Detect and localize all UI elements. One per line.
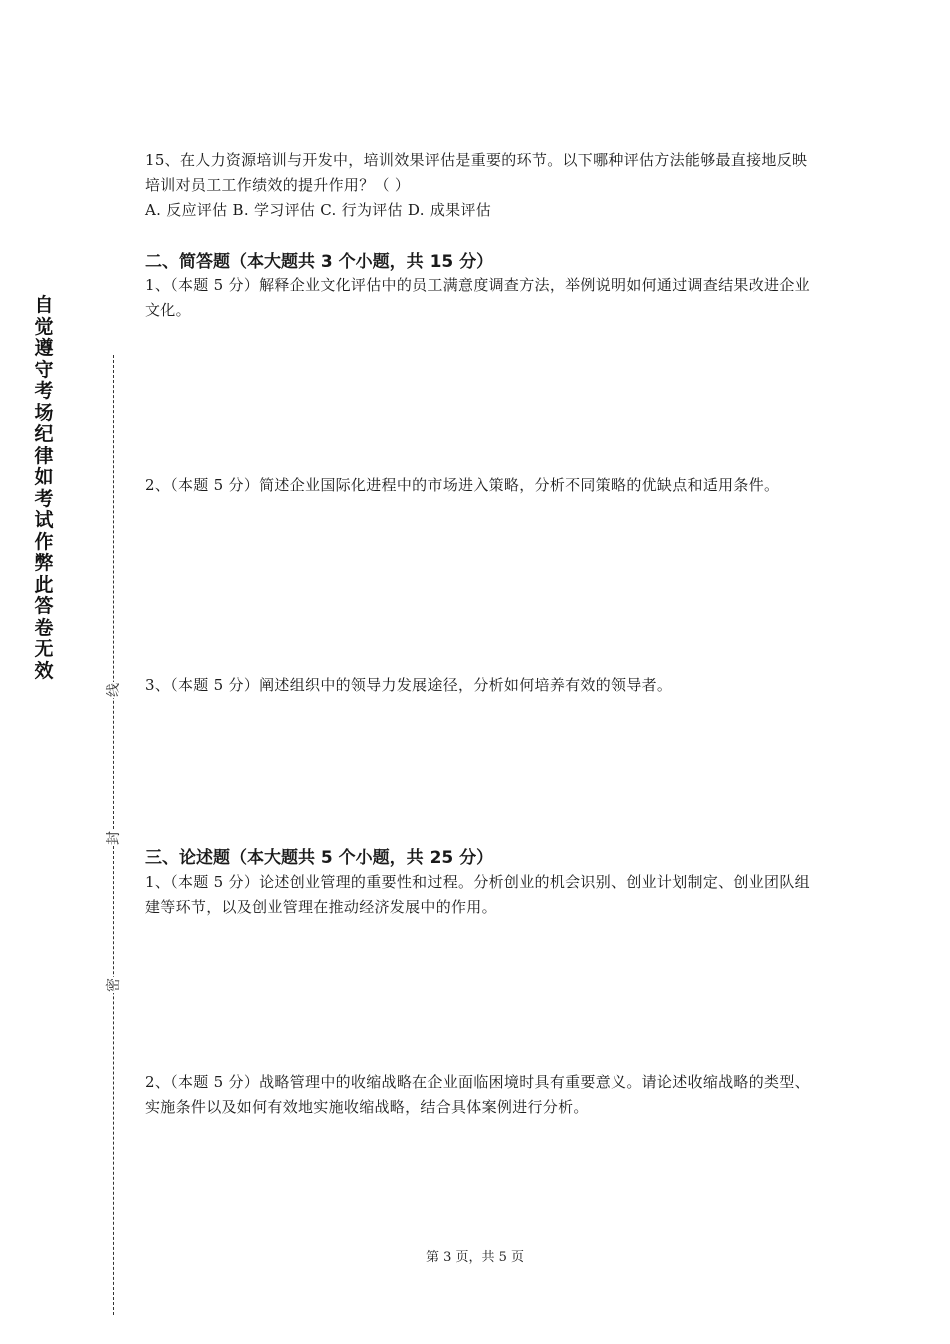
question-text: 2、（本题 5 分）战略管理中的收缩战略在企业面临困境时具有重要意义。请论述收缩战略的类型、实施条件以及如何有效地实施收缩战略，结合具体案例进行分析。 — [145, 1073, 810, 1116]
short-answer-question-2 — [145, 473, 815, 498]
section-title: 二、简答题（本大题共 3 个小题，共 15 分） — [145, 252, 494, 272]
section-short-answer-title — [145, 249, 815, 275]
question-options: A. 反应评估 B. 学习评估 C. 行为评估 D. 成果评估 — [145, 201, 492, 219]
section-title: 三、论述题（本大题共 5 个小题，共 25 分） — [145, 848, 494, 868]
binding-label-seal: 封 — [106, 831, 122, 845]
essay-question-1 — [145, 870, 815, 920]
page-number: 第 3 页，共 5 页 — [425, 1250, 525, 1265]
short-answer-question-3 — [145, 673, 815, 698]
binding-label-line: 线 — [106, 683, 122, 697]
question-text: 3、（本题 5 分）阐述组织中的领导力发展途径，分析如何培养有效的领导者。 — [145, 676, 673, 694]
mc-question-15 — [145, 148, 815, 223]
question-text: 2、（本题 5 分）简述企业国际化进程中的市场进入策略，分析不同策略的优缺点和适用条件。 — [145, 476, 780, 494]
binding-label-secret: 密 — [106, 978, 122, 992]
short-answer-question-1 — [145, 273, 815, 323]
question-text: 1、（本题 5 分）解释企业文化评估中的员工满意度调查方法，举例说明如何通过调查结果改进企业文化。 — [145, 276, 810, 319]
section-essay-title — [145, 845, 815, 871]
question-text: 1、（本题 5 分）论述创业管理的重要性和过程。分析创业的机会识别、创业计划制定、创业团队组建等环节，以及创业管理在推动经济发展中的作用。 — [145, 873, 810, 916]
exam-discipline-notice: 自觉遵守考场纪律如考试作弊此答卷无效 — [34, 294, 54, 682]
essay-question-2 — [145, 1070, 815, 1120]
question-stem: 15、在人力资源培训与开发中，培训效果评估是重要的环节。以下哪种评估方法能够最直接地反映培训对员工工作绩效的提升作用？（ ） — [145, 151, 808, 194]
